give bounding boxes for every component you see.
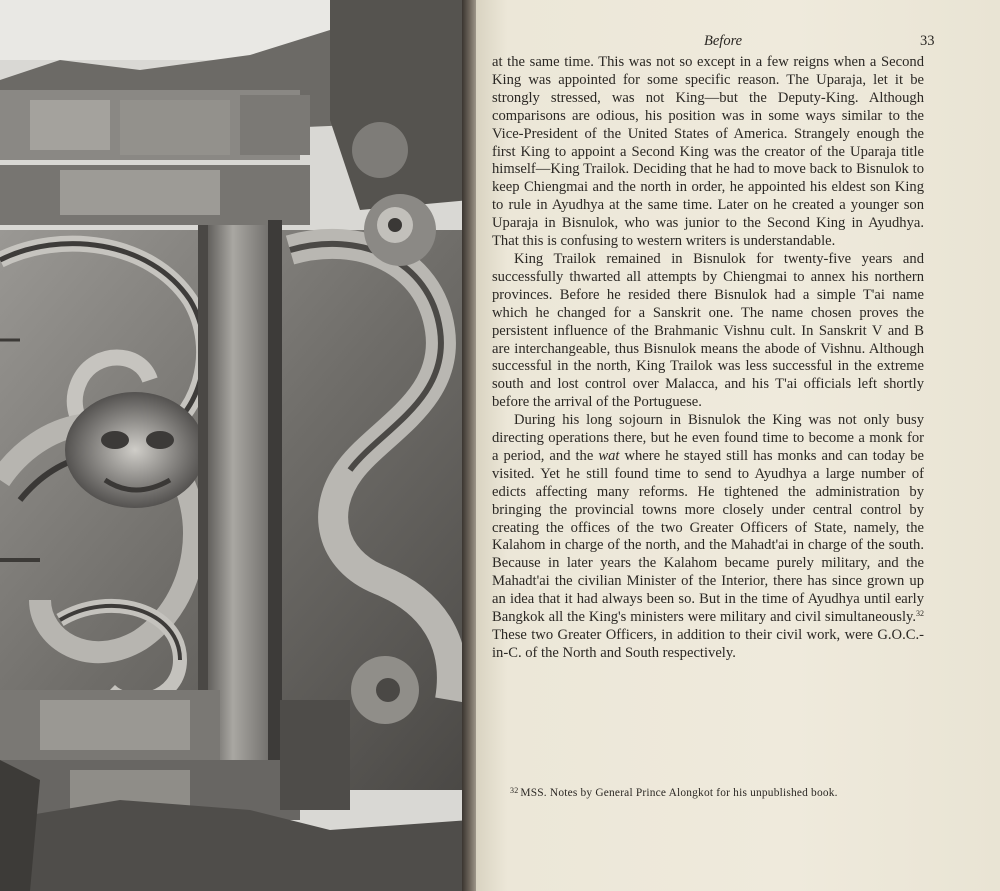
paragraph-3-part-2: where he stayed still has monks and can today be visited. Yet he still found time to send to Ayudhya a large number of edicts affecting many reforms. He tightened the administration by bringing the provincial towns more closely under central control by creating the offices of the two Greater Officers of State, namely, the Kalahom in charge of the north, and the Mahadt'ai in charge of the south. Because in later years the Kalahom became purely military, and the Mahadt'ai the civilian Minister of the Interior, there has since grown up an idea that it had always been so. But in the time of Ayudhya until early Bangkok all the King's ministers were military and civil simultaneously.	[492, 447, 925, 626]
paragraph-3	[492, 412, 924, 663]
wat-term: wat	[598, 447, 620, 464]
paragraph-2: King Trailok remained in Bisnulok for twenty-five years and successfully thwarted all attempts by Chiengmai to annex his northern provinces. Before he resided there Bisnulok had a simple T'ai name which he changed for a Sanskrit one. The name chosen proves the persistent influence of the Brahmanic Vishnu cult. In Sanskrit V and B are interchangeable, thus Bisnulok means the abode of Vishnu. Although successful in the north, King Trailok was less successful in the extreme south and lost control over Malacca, and his T'ai officials left shortly before the arrival of the Portuguese.	[492, 250, 924, 411]
paragraph-3-part-1: During his long sojourn in Bisnulok the King was not only busy directing operations there, but he even found time to become a monk for a period, and the	[492, 412, 924, 464]
footnote-reference: 32	[916, 609, 924, 619]
page-number: 33	[920, 33, 935, 49]
running-title: Before	[704, 33, 743, 49]
footnote-number: 32	[510, 786, 519, 795]
stone-carving-photo	[0, 0, 470, 891]
footnote-text: MSS. Notes by General Prince Alongkot for his unpublished book.	[520, 787, 838, 799]
footnote	[510, 786, 930, 799]
body-text	[492, 54, 924, 663]
paragraph-1: at the same time. This was not so except in a few reigns when a Second King was appointed for some specific reason. The Uparaja, let it be strongly stressed, was not King—but the Deputy-King. Although comparisons are odious, his position was in some ways similar to the Vice-President of the United States of America. Strangely enough the first King to appoint a Second King was the creator of the Uparaja title himself—King Trailok. Deciding that he had to move back to Bisnulok to keep Chiengmai and the north in order, he appointed his eldest son King to rule in Ayudhya at the same time. Later on he created a younger son Uparaja in Bisnulok, who was junior to the Second King in Ayudhya. That this is confusing to western writers is understandable.	[492, 54, 924, 250]
text-page	[476, 0, 1000, 891]
running-head	[490, 33, 940, 53]
paragraph-3-part-3: These two Greater Officers, in addition to their civil work, were G.O.C.-in-C. of the North and South respectively.	[492, 627, 924, 661]
